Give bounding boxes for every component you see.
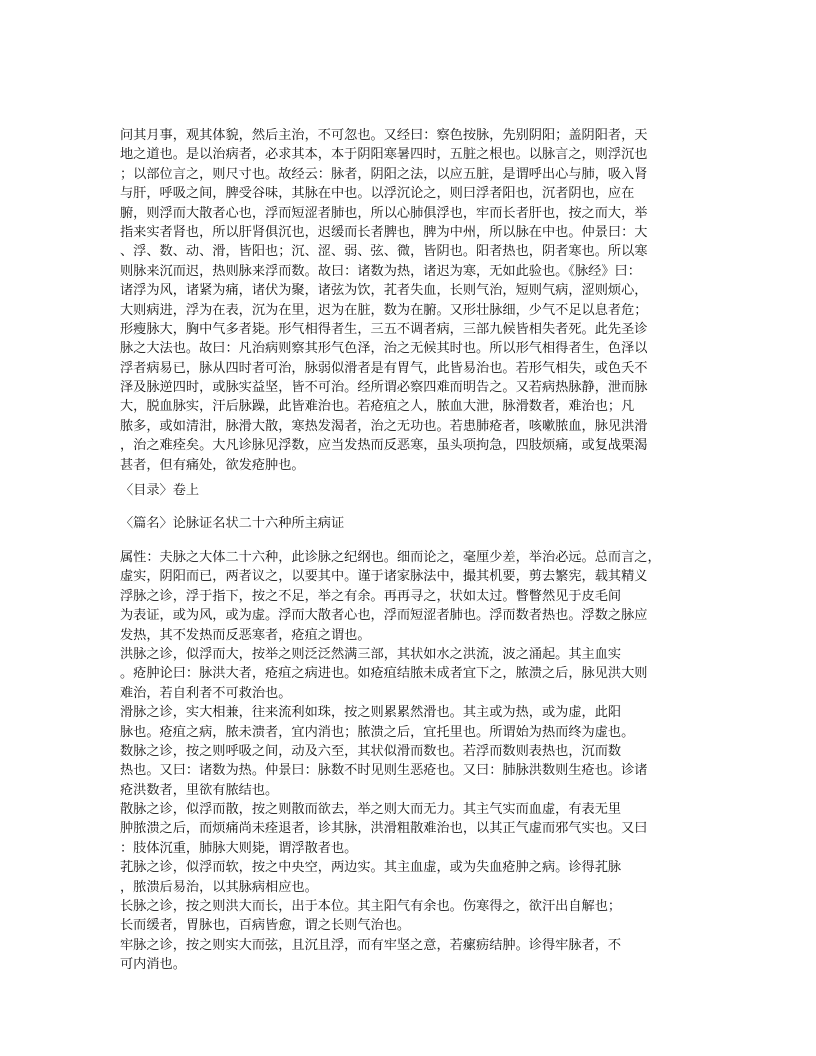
text-line: 热也。又曰：诸数为热。仲景曰：脉数不时见则生恶疮也。又曰：肺脉洪数则生疮也。诊诸: [120, 763, 648, 779]
text-line: 脉也。疮疽之病，脓未溃者，宜内消也；脓溃之后，宜托里也。所谓始为热而终为虚也。: [120, 724, 635, 740]
text-line: 疮洪数者，里欲有脓结也。: [120, 782, 279, 798]
chapter-body: [120, 548, 700, 975]
text-line: ，治之难痊矣。大凡诊脉见浮数，应当发热而反恶寒，虽头项拘急，四肢烦痛，或复战栗渴: [120, 438, 648, 454]
text-line: 长脉之诊，按之则洪大而长，出于本位。其主阳气有余也。伤寒得之，欲汗出自解也；: [120, 899, 622, 915]
text-line: 腑，则浮而大散者心也，浮而短涩者肺也，所以心肺俱浮也，牢而长者肝也，按之而大，举: [120, 205, 648, 221]
text-line: 问其月事，观其体貌，然后主治，不可忽也。又经曰：察色按脉，先别阴阳；盖阴阳者，天: [120, 128, 648, 143]
catalog-heading-text: 〈目录〉卷上: [120, 483, 200, 498]
text-line: 可内消也。: [120, 957, 186, 973]
text-line: 属性：夫脉之大体二十六种，此诊脉之纪纲也。细而论之，毫厘少差，举治必远。总而言之，: [120, 550, 661, 565]
text-line: 则脉来沉而迟，热则脉来浮而数。故曰：诸数为热，诸迟为寒，无如此验也。《脉经》曰：: [120, 263, 641, 279]
text-line: 芤脉之诊，似浮而软，按之中央空，两边实。其主血虚，或为失血疮肿之病。诊得芤脉: [120, 860, 622, 876]
text-line: ；以部位言之，则尺寸也。故经云：脉者，阴阳之法，以应五脏，是谓呼出心与肺，吸入肾: [120, 166, 648, 182]
text-line: 脓多，或如清泔，脉滑大散，寒热发渴者，治之无功也。若患肺疮者，咳嗽脓血，脉见洪滑: [120, 418, 648, 434]
text-line: 牢脉之诊，按之则实大而弦，且沉且浮，而有牢坚之意，若瘰疬结肿。诊得牢脉者，不: [120, 937, 622, 953]
catalog-heading: [120, 481, 700, 500]
text-line: 指来实者肾也，所以肝肾俱沉也，迟缓而长者脾也，脾为中州，所以脉在中也。仲景曰：大: [120, 224, 648, 240]
text-line: 散脉之诊，似浮而散，按之则散而欲去，举之则大而无力。其主气实而血虚，有表无里: [120, 802, 622, 818]
chapter-heading: [120, 514, 700, 533]
text-line: 。疮肿论曰：脉洪大者，疮疽之病进也。如疮疽结脓未成者宜下之，脓溃之后，脉见洪大则: [120, 666, 648, 682]
text-line: 泽及脉逆四时，或脉实益坚，皆不可治。经所谓必察四难而明告之。又若病热脉静，泄而脉: [120, 380, 648, 396]
text-line: 与肝，呼吸之间，脾受谷味，其脉在中也。以浮沉论之，则曰浮者阳也，沉者阴也，应在: [120, 186, 635, 202]
text-line: 诸浮为风，诸紧为痛，诸伏为聚，诸弦为饮，芤者失血，长则气治，短则气病，涩则烦心，: [120, 283, 648, 299]
text-line: 浮脉之诊，浮于指下，按之不足，举之有余。再再寻之，状如太过。瞥瞥然见于皮毛间: [120, 588, 622, 604]
text-line: 甚者，但有痛处，欲发疮肿也。: [120, 457, 305, 473]
text-line: 滑脉之诊，实大相兼，往来流利如珠，按之则累累然滑也。其主或为热，或为虚，此阳: [120, 705, 622, 721]
text-line: 虚实，阴阳而已，两者议之，以要其中。谨于诸家脉法中，撮其机要，剪去繁宪，载其精义: [120, 569, 648, 585]
text-line: 浮者病易已，脉从四时者可治，脉弱似滑者是有胃气，此皆易治也。若形气相失，或色夭不: [120, 360, 648, 376]
text-line: 大，脱血脉实，汗后脉躁，此皆难治也。若疮疽之人，脓血大泄，脉滑数者，难治也；凡: [120, 399, 635, 415]
text-line: 长而缓者，胃脉也，百病皆愈，谓之长则气治也。: [120, 918, 411, 934]
text-line: ，脓溃后易治，以其脉病相应也。: [120, 879, 318, 895]
text-line: 为表证，或为风，或为虚。浮而大散者心也，浮而短涩者肺也。浮而数者热也。浮数之脉应: [120, 608, 648, 624]
intro-paragraph: [120, 126, 700, 475]
text-line: 、浮、数、动、滑，皆阳也；沉、涩、弱、弦、微，皆阴也。阳者热也，阴者寒也。所以寒: [120, 244, 648, 260]
text-line: 大则病进，浮为在表，沉为在里，迟为在脏，数为在腑。又形壮脉细，少气不足以息者危；: [120, 302, 648, 318]
chapter-heading-text: 〈篇名〉论脉证名状二十六种所主病证: [120, 516, 345, 531]
text-line: 地之道也。是以治病者，必求其本，本于阴阳寒暑四时，五脏之根也。以脉言之，则浮沉也: [120, 147, 648, 163]
text-line: 难治，若自利者不可救治也。: [120, 685, 292, 701]
text-line: 发热，其不发热而反恶寒者，疮疽之谓也。: [120, 627, 371, 643]
text-line: 脉之大法也。故曰：凡治病则察其形气色泽，治之无候其时也。所以形气相得者生，色泽以: [120, 341, 648, 357]
text-line: 数脉之诊，按之则呼吸之间，动及六至，其状似滑而数也。若浮而数则表热也，沉而数: [120, 743, 622, 759]
text-line: ：肢体沉重，肺脉大则毙，谓浮散者也。: [120, 840, 358, 856]
text-line: 肿脓溃之后，而烦痛尚未痊退者，诊其脉，洪滑粗散难治也，以其正气虚而邪气实也。又曰: [120, 821, 648, 837]
text-line: 洪脉之诊，似浮而大，按举之则泛泛然满三部，其状如水之洪流，波之涌起。其主血实: [120, 646, 622, 662]
text-line: 形瘦脉大，胸中气多者毙。形气相得者生，三五不调者病，三部九候皆相失者死。此先圣诊: [120, 321, 648, 337]
